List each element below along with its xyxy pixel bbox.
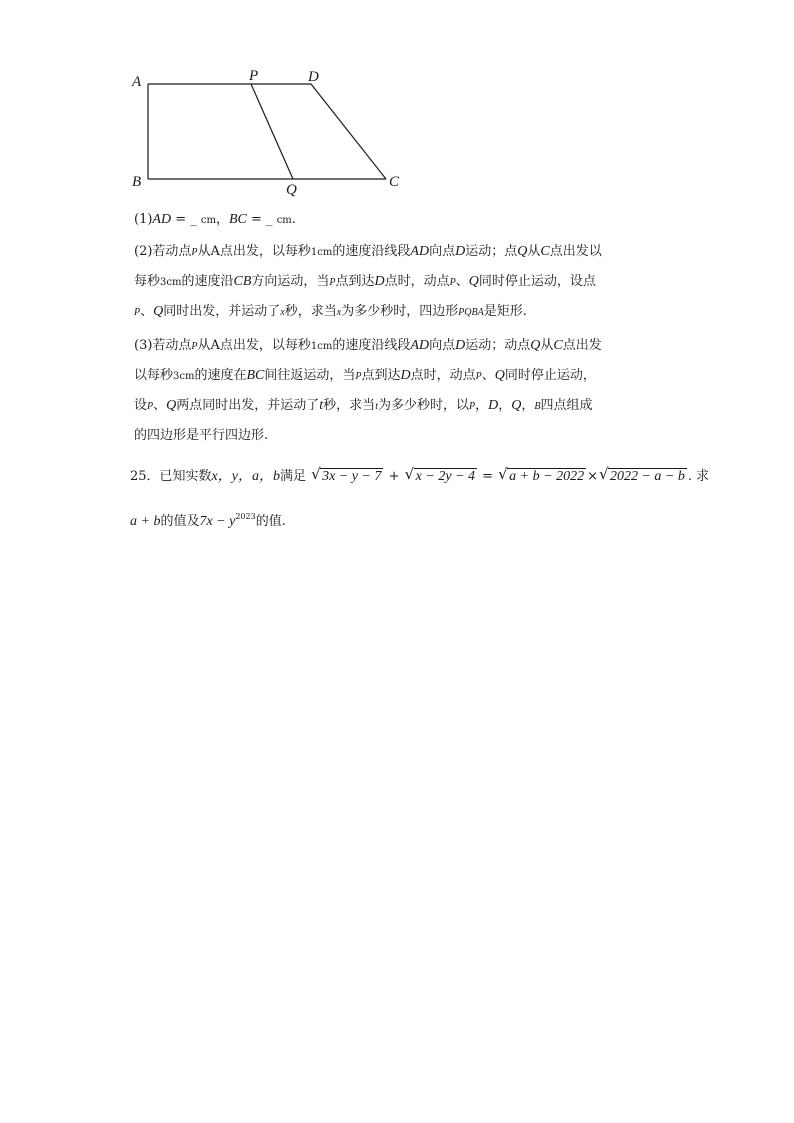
- q3-line-4: [134, 421, 694, 451]
- text-fragment: D: [455, 338, 466, 353]
- text-fragment: C: [553, 338, 563, 353]
- text-fragment: =: [482, 469, 494, 484]
- text-fragment: √: [404, 465, 415, 483]
- trapezoid-figure: [128, 62, 418, 198]
- text-fragment: 25．已知实数: [130, 469, 212, 484]
- text-fragment: D: [374, 274, 385, 289]
- text-fragment: 点时，动点: [410, 368, 476, 383]
- text-fragment: 点出发: [562, 338, 602, 353]
- text-fragment: ，: [521, 398, 535, 413]
- text-fragment: 秒，求当: [284, 304, 337, 319]
- text-fragment: 点到达: [361, 368, 401, 383]
- text-fragment: √: [498, 465, 508, 483]
- text-fragment: AD: [410, 244, 430, 259]
- q1-ad: AD: [152, 212, 172, 227]
- text-fragment: 两点同时出发，并运动了: [176, 398, 320, 413]
- text-fragment: 1cm: [310, 247, 333, 258]
- text-fragment: 从: [540, 338, 554, 353]
- q2-line-1: [134, 237, 694, 267]
- text-fragment: Q: [494, 368, 505, 383]
- text-fragment: PQBA: [458, 307, 484, 318]
- text-fragment: P: [355, 371, 362, 382]
- text-fragment: 3cm: [173, 371, 195, 382]
- text-fragment: 为多少秒时，以: [377, 398, 469, 413]
- text-fragment: 满足: [279, 469, 306, 484]
- text-fragment: 的值及: [160, 514, 200, 529]
- text-fragment: P: [468, 401, 476, 412]
- text-fragment: P: [329, 277, 336, 288]
- vertex-label-d: D: [308, 69, 319, 85]
- text-fragment: ，: [498, 398, 512, 413]
- text-fragment: 运动；动点: [465, 338, 531, 353]
- text-fragment: x: [280, 307, 285, 318]
- text-fragment: 设: [134, 398, 148, 413]
- text-fragment: 间往返运动，当: [264, 368, 356, 383]
- q1-end: .: [291, 212, 296, 227]
- text-fragment: Q: [468, 274, 479, 289]
- q2-line-2: [134, 267, 694, 297]
- text-fragment: 秒，求当: [323, 398, 376, 413]
- q1-prefix: (1): [134, 212, 153, 227]
- text-fragment: 、: [455, 274, 469, 289]
- text-fragment: x − 2y − 4: [415, 469, 475, 484]
- q1-unit-bc: cm: [276, 215, 292, 226]
- q1-unit-ad: cm: [200, 215, 216, 226]
- text-fragment: 从A点出发，以每秒: [197, 244, 311, 259]
- text-fragment: x: [336, 307, 342, 318]
- text-fragment: (3)若动点: [134, 338, 192, 353]
- radical-1: [311, 462, 383, 492]
- text-fragment: D: [400, 368, 411, 383]
- text-fragment: √: [598, 465, 609, 483]
- text-fragment: 同时停止运动，: [504, 368, 596, 383]
- text-fragment: 2022 − a − b: [609, 469, 685, 484]
- text-fragment: a + b: [130, 514, 161, 529]
- vertex-label-c: C: [389, 174, 400, 190]
- text-fragment: t: [375, 401, 378, 412]
- question-3: [134, 331, 694, 451]
- text-fragment: Q: [517, 244, 528, 259]
- text-fragment: 是矩形.: [483, 304, 527, 319]
- text-fragment: AD: [410, 338, 430, 353]
- text-fragment: P: [475, 371, 482, 382]
- text-fragment: 运动；点: [465, 244, 518, 259]
- vertex-label-q: Q: [286, 182, 297, 198]
- text-fragment: 7x − y: [199, 514, 236, 529]
- q3-line-1: [134, 331, 694, 361]
- text-fragment: 以每秒: [134, 368, 174, 383]
- q25-line-2: [130, 502, 690, 532]
- q1-blank-ad: = _: [171, 212, 201, 227]
- question-1: [134, 205, 694, 235]
- text-fragment: [134, 205, 694, 235]
- text-fragment: 从: [527, 244, 541, 259]
- text-fragment: 的值.: [255, 514, 286, 529]
- text-fragment: CB: [233, 274, 252, 289]
- question-2: [134, 237, 694, 327]
- text-fragment: 点出发以: [549, 244, 602, 259]
- text-fragment: 的速度沿线段: [332, 244, 411, 259]
- segment-dc: [311, 84, 386, 179]
- q2-line-3: [134, 297, 694, 327]
- text-fragment: 点到达: [335, 274, 375, 289]
- text-fragment: P: [449, 277, 456, 288]
- segment-pq: [251, 84, 293, 179]
- vertex-label-p: P: [249, 68, 259, 84]
- trapezoid-diagram: [128, 62, 418, 198]
- question-25: [130, 462, 710, 532]
- text-fragment: D: [488, 398, 499, 413]
- text-fragment: Q: [166, 398, 177, 413]
- text-fragment: 为多少秒时，四边形: [341, 304, 459, 319]
- text-fragment: 四点组成: [540, 398, 593, 413]
- text-fragment: 点时，动点: [384, 274, 450, 289]
- radical-3: [498, 462, 586, 492]
- text-fragment: 的速度沿线段: [332, 338, 411, 353]
- text-fragment: Q: [511, 398, 522, 413]
- text-fragment: 、: [481, 368, 495, 383]
- q3-line-3: [134, 391, 694, 421]
- text-fragment: C: [540, 244, 550, 259]
- q25-line-1: [130, 462, 710, 492]
- text-fragment: ×: [587, 469, 598, 484]
- text-fragment: B: [534, 401, 541, 412]
- text-fragment: t: [319, 398, 324, 413]
- q3-line-2: [134, 361, 694, 391]
- radical-4: [599, 462, 687, 492]
- text-fragment: 的四边形是平行四边形.: [134, 428, 269, 443]
- text-fragment: 、: [153, 398, 167, 413]
- text-fragment: P: [191, 247, 198, 258]
- text-fragment: (2)若动点: [134, 244, 192, 259]
- text-fragment: +: [388, 469, 400, 484]
- text-fragment: 从A点出发，以每秒: [197, 338, 311, 353]
- text-fragment: √: [311, 465, 321, 483]
- text-fragment: P: [134, 307, 141, 318]
- text-fragment: 向点: [429, 244, 456, 259]
- text-fragment: P: [147, 401, 154, 412]
- text-fragment: 向点: [429, 338, 456, 353]
- text-fragment: 的速度在: [194, 368, 247, 383]
- text-fragment: Q: [153, 304, 164, 319]
- vertex-label-b: B: [132, 174, 142, 190]
- text-fragment: BC: [246, 368, 265, 383]
- text-fragment: ，: [475, 398, 489, 413]
- text-fragment: 1cm: [310, 341, 333, 352]
- text-fragment: 同时出发，并运动了: [163, 304, 281, 319]
- vertex-label-a: A: [132, 74, 142, 90]
- text-fragment: a + b − 2022: [509, 469, 585, 484]
- text-fragment: . 求: [687, 469, 710, 484]
- text-fragment: P: [191, 341, 198, 352]
- text-fragment: 的速度沿: [181, 274, 234, 289]
- text-fragment: 方向运动，当: [251, 274, 330, 289]
- text-fragment: 每秒: [134, 274, 161, 289]
- radical-2: [405, 462, 477, 492]
- text-fragment: 、: [140, 304, 154, 319]
- text-fragment: D: [455, 244, 466, 259]
- text-fragment: 3x − y − 7: [322, 469, 382, 484]
- q1-blank-bc: = _: [246, 212, 277, 227]
- q1-bc: BC: [229, 212, 247, 227]
- text-fragment: 同时停止运动，设点: [478, 274, 596, 289]
- text-fragment: 3cm: [160, 277, 182, 288]
- text-fragment: 2023: [235, 512, 256, 521]
- text-fragment: x，y，a，b: [211, 469, 280, 484]
- text-fragment: Q: [530, 338, 541, 353]
- q1-comma: ，: [215, 212, 229, 227]
